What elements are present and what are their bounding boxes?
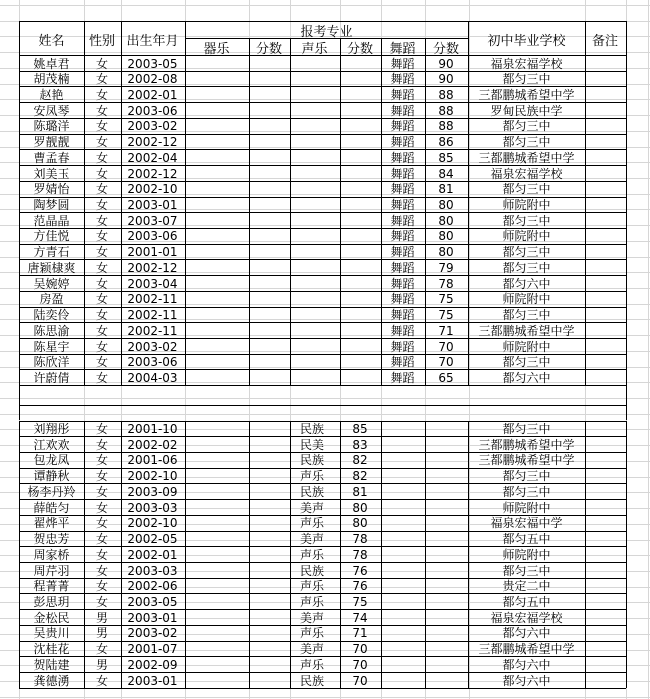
birth-cell[interactable]: 2002-12 [127, 260, 178, 275]
name-cell[interactable]: 罗靓靓 [33, 135, 70, 150]
name-cell[interactable]: 刘翔彤 [33, 422, 70, 436]
gender-cell[interactable]: 女 [95, 260, 108, 275]
name-cell[interactable]: 谭静秋 [33, 469, 70, 484]
birth-cell[interactable]: 2002-12 [127, 135, 178, 150]
border-line [249, 421, 250, 688]
major-cell[interactable]: 声乐 [300, 516, 325, 531]
gender-cell[interactable]: 女 [95, 56, 108, 71]
border-line [626, 385, 627, 405]
name-cell[interactable]: 吴贵川 [33, 626, 70, 641]
school-cell[interactable]: 都匀三中 [502, 422, 551, 436]
school-cell[interactable]: 贵定二中 [502, 579, 551, 594]
birth-cell[interactable]: 2003-02 [127, 339, 178, 354]
school-cell[interactable]: 都匀五中 [502, 594, 551, 609]
major-cell[interactable]: 声乐 [300, 579, 325, 594]
major-cell[interactable]: 民美 [300, 437, 325, 452]
birth-cell[interactable]: 2003-06 [127, 103, 178, 118]
score-cell[interactable]: 76 [352, 579, 368, 594]
header-remarks[interactable]: 备注 [591, 34, 618, 49]
border-line [185, 421, 186, 688]
score-cell[interactable]: 75 [438, 292, 454, 307]
header-major-group[interactable]: 报考专业 [300, 25, 353, 40]
school-cell[interactable]: 福泉宏福学校 [490, 56, 563, 71]
border-line [290, 421, 291, 688]
grid-row-line [0, 398, 650, 399]
major-cell[interactable]: 舞蹈 [390, 260, 415, 275]
school-cell[interactable]: 福泉宏福中学 [490, 516, 563, 531]
major-cell[interactable]: 声乐 [300, 626, 325, 641]
gender-cell[interactable]: 女 [95, 119, 108, 134]
score-cell[interactable]: 85 [438, 150, 454, 165]
birth-cell[interactable]: 2002-02 [127, 437, 178, 452]
major-cell[interactable]: 声乐 [300, 657, 325, 672]
birth-cell[interactable]: 2003-07 [127, 213, 178, 228]
school-cell[interactable]: 都匀三中 [502, 355, 551, 370]
school-cell[interactable]: 福泉宏福学校 [490, 610, 563, 625]
name-cell[interactable]: 程菁菁 [33, 579, 70, 594]
border-line [626, 421, 627, 688]
major-cell[interactable]: 舞蹈 [390, 166, 415, 181]
major-cell[interactable]: 民族 [300, 422, 325, 436]
score-cell[interactable]: 74 [352, 610, 368, 625]
border-line [185, 21, 186, 385]
birth-cell[interactable]: 2002-01 [127, 87, 178, 102]
score-cell[interactable]: 76 [352, 563, 368, 578]
border-line [19, 405, 626, 406]
major-cell[interactable]: 舞蹈 [390, 72, 415, 87]
school-cell[interactable]: 师院附中 [502, 229, 551, 244]
major-cell[interactable]: 民族 [300, 453, 325, 468]
school-cell[interactable]: 师院附中 [502, 500, 551, 515]
gender-cell[interactable]: 女 [95, 292, 108, 307]
birth-cell[interactable]: 2003-03 [127, 500, 178, 515]
name-cell[interactable]: 金松民 [33, 610, 70, 625]
score-cell[interactable]: 70 [438, 355, 454, 370]
gender-cell[interactable]: 女 [95, 547, 108, 562]
birth-cell[interactable]: 2002-05 [127, 532, 178, 546]
school-cell[interactable]: 三都鹏城希望中学 [478, 150, 575, 165]
gender-cell[interactable]: 女 [95, 339, 108, 354]
gender-cell[interactable]: 女 [95, 563, 108, 578]
major-cell[interactable]: 舞蹈 [390, 119, 415, 134]
name-cell[interactable]: 龚德湧 [33, 673, 70, 688]
score-cell[interactable]: 88 [438, 87, 454, 102]
score-cell[interactable]: 75 [438, 308, 454, 322]
header-birth[interactable]: 出生年月 [126, 34, 179, 49]
gender-cell[interactable]: 女 [95, 673, 108, 688]
gender-cell[interactable]: 女 [95, 198, 108, 212]
birth-cell[interactable]: 2002-11 [127, 292, 178, 307]
name-cell[interactable]: 陈欣洋 [33, 355, 70, 370]
score-cell[interactable]: 90 [438, 56, 454, 71]
score-cell[interactable]: 81 [352, 484, 368, 499]
birth-cell[interactable]: 2001-07 [127, 642, 178, 657]
score-cell[interactable]: 81 [438, 182, 454, 197]
major-cell[interactable]: 舞蹈 [390, 339, 415, 354]
name-cell[interactable]: 翟烨平 [33, 516, 70, 531]
school-cell[interactable]: 都匀三中 [502, 469, 551, 484]
border-line [585, 421, 586, 688]
major-cell[interactable]: 美声 [300, 610, 325, 625]
birth-cell[interactable]: 2002-11 [127, 323, 178, 338]
score-cell[interactable]: 71 [352, 626, 368, 641]
score-cell[interactable]: 90 [438, 72, 454, 87]
school-cell[interactable]: 都匀三中 [502, 308, 551, 322]
name-cell[interactable]: 沈桂花 [33, 642, 70, 657]
gender-cell[interactable]: 女 [95, 594, 108, 609]
header-dance-score[interactable]: 分数 [432, 42, 459, 57]
score-cell[interactable]: 70 [438, 339, 454, 354]
birth-cell[interactable]: 2003-06 [127, 355, 178, 370]
name-cell[interactable]: 姚卓君 [33, 56, 70, 71]
birth-cell[interactable]: 2002-04 [127, 150, 178, 165]
birth-cell[interactable]: 2001-10 [127, 422, 178, 436]
school-cell[interactable]: 都匀三中 [502, 213, 551, 228]
name-cell[interactable]: 彭思玥 [33, 594, 70, 609]
school-cell[interactable]: 都匀三中 [502, 484, 551, 499]
grid-row-line [0, 5, 650, 6]
birth-cell[interactable]: 2002-06 [127, 579, 178, 594]
border-line [249, 38, 250, 385]
birth-cell[interactable]: 2001-01 [127, 245, 178, 260]
birth-cell[interactable]: 2002-10 [127, 516, 178, 531]
major-cell[interactable]: 舞蹈 [390, 355, 415, 370]
birth-cell[interactable]: 2003-05 [127, 56, 178, 71]
birth-cell[interactable]: 2002-10 [127, 182, 178, 197]
major-cell[interactable]: 舞蹈 [390, 308, 415, 322]
major-cell[interactable]: 舞蹈 [390, 135, 415, 150]
score-cell[interactable]: 82 [352, 469, 368, 484]
name-cell[interactable]: 吴婉婷 [33, 276, 70, 291]
score-cell[interactable]: 80 [438, 213, 454, 228]
gender-cell[interactable]: 女 [95, 103, 108, 118]
name-cell[interactable]: 安凤琴 [33, 103, 70, 118]
school-cell[interactable]: 都匀六中 [502, 626, 551, 641]
header-dance[interactable]: 舞蹈 [389, 42, 416, 57]
school-cell[interactable]: 都匀三中 [502, 119, 551, 134]
gender-cell[interactable]: 女 [95, 87, 108, 102]
header-vocal-score[interactable]: 分数 [346, 42, 373, 57]
school-cell[interactable]: 都匀三中 [502, 245, 551, 260]
name-cell[interactable]: 薛皓匀 [33, 500, 70, 515]
major-cell[interactable]: 舞蹈 [390, 198, 415, 212]
score-cell[interactable]: 80 [438, 229, 454, 244]
score-cell[interactable]: 70 [352, 657, 368, 672]
gender-cell[interactable]: 女 [95, 213, 108, 228]
birth-cell[interactable]: 2003-05 [127, 594, 178, 609]
score-cell[interactable]: 86 [438, 135, 454, 150]
school-cell[interactable]: 师院附中 [502, 198, 551, 212]
name-cell[interactable]: 许蔚倩 [33, 370, 70, 385]
header-gender[interactable]: 性别 [88, 34, 115, 49]
name-cell[interactable]: 陈璐洋 [33, 119, 70, 134]
gender-cell[interactable]: 女 [95, 469, 108, 484]
school-cell[interactable]: 都匀三中 [502, 72, 551, 87]
grid-row-line [0, 697, 650, 698]
score-cell[interactable]: 70 [352, 642, 368, 657]
name-cell[interactable]: 方青石 [33, 245, 70, 260]
school-cell[interactable]: 都匀六中 [502, 276, 551, 291]
name-cell[interactable]: 胡茂楠 [33, 72, 70, 87]
gender-cell[interactable]: 女 [95, 276, 108, 291]
name-cell[interactable]: 周家桥 [33, 547, 70, 562]
border-line [340, 38, 341, 385]
name-cell[interactable]: 房盈 [39, 292, 64, 307]
gender-cell[interactable]: 女 [95, 166, 108, 181]
birth-cell[interactable]: 2003-06 [127, 229, 178, 244]
school-cell[interactable]: 都匀六中 [502, 673, 551, 688]
header-name[interactable]: 姓名 [38, 34, 65, 49]
gender-cell[interactable]: 女 [95, 150, 108, 165]
name-cell[interactable]: 陶梦圆 [33, 198, 70, 212]
border-line [19, 385, 20, 405]
score-cell[interactable]: 84 [438, 166, 454, 181]
header-vocal[interactable]: 声乐 [301, 42, 328, 57]
birth-cell[interactable]: 2003-03 [127, 563, 178, 578]
birth-cell[interactable]: 2002-11 [127, 308, 178, 322]
name-cell[interactable]: 陈思渝 [33, 323, 70, 338]
score-cell[interactable]: 70 [352, 673, 368, 688]
school-cell[interactable]: 三都鹏城希望中学 [478, 453, 575, 468]
score-cell[interactable]: 85 [352, 422, 368, 436]
border-line [585, 21, 586, 385]
major-cell[interactable]: 声乐 [300, 594, 325, 609]
score-cell[interactable]: 79 [438, 260, 454, 275]
header-school[interactable]: 初中毕业学校 [487, 34, 566, 49]
gender-cell[interactable]: 女 [95, 532, 108, 546]
major-cell[interactable]: 民族 [300, 484, 325, 499]
school-cell[interactable]: 福泉宏福学校 [490, 166, 563, 181]
gender-cell[interactable]: 女 [95, 229, 108, 244]
gender-cell[interactable]: 女 [95, 182, 108, 197]
gender-cell[interactable]: 女 [95, 308, 108, 322]
birth-cell[interactable]: 2002-08 [127, 72, 178, 87]
school-cell[interactable]: 都匀六中 [502, 370, 551, 385]
score-cell[interactable]: 88 [438, 119, 454, 134]
header-instrument-score[interactable]: 分数 [255, 42, 282, 57]
name-cell[interactable]: 方佳悦 [33, 229, 70, 244]
border-line [290, 38, 291, 385]
name-cell[interactable]: 刘美玉 [33, 166, 70, 181]
major-cell[interactable]: 舞蹈 [390, 323, 415, 338]
major-cell[interactable]: 舞蹈 [390, 182, 415, 197]
score-cell[interactable]: 80 [352, 516, 368, 531]
name-cell[interactable]: 陈星宇 [33, 339, 70, 354]
school-cell[interactable]: 三都鹏城希望中学 [478, 437, 575, 452]
name-cell[interactable]: 范晶晶 [33, 213, 70, 228]
school-cell[interactable]: 都匀五中 [502, 532, 551, 546]
birth-cell[interactable]: 2002-09 [127, 657, 178, 672]
gender-cell[interactable]: 女 [95, 500, 108, 515]
name-cell[interactable]: 赵艳 [39, 87, 64, 102]
birth-cell[interactable]: 2003-01 [127, 198, 178, 212]
major-cell[interactable]: 民族 [300, 673, 325, 688]
birth-cell[interactable]: 2002-12 [127, 166, 178, 181]
name-cell[interactable]: 贺陆建 [33, 657, 70, 672]
birth-cell[interactable]: 2003-02 [127, 626, 178, 641]
border-line [425, 421, 426, 688]
school-cell[interactable]: 三都鹏城希望中学 [478, 642, 575, 657]
major-cell[interactable]: 舞蹈 [390, 292, 415, 307]
major-cell[interactable]: 美声 [300, 500, 325, 515]
score-cell[interactable]: 78 [438, 276, 454, 291]
gender-cell[interactable]: 女 [95, 323, 108, 338]
score-cell[interactable]: 75 [352, 594, 368, 609]
school-cell[interactable]: 都匀三中 [502, 260, 551, 275]
school-cell[interactable]: 罗甸民族中学 [490, 103, 563, 118]
grid-column-line [648, 0, 649, 699]
name-cell[interactable]: 江欢欢 [33, 437, 70, 452]
major-cell[interactable]: 舞蹈 [390, 276, 415, 291]
birth-cell[interactable]: 2003-02 [127, 119, 178, 134]
score-cell[interactable]: 78 [352, 547, 368, 562]
gender-cell[interactable]: 女 [95, 422, 108, 436]
gender-cell[interactable]: 男 [95, 657, 108, 672]
birth-cell[interactable]: 2003-01 [127, 673, 178, 688]
gender-cell[interactable]: 女 [95, 437, 108, 452]
birth-cell[interactable]: 2002-01 [127, 547, 178, 562]
border-line [19, 405, 20, 421]
school-cell[interactable]: 都匀六中 [502, 657, 551, 672]
school-cell[interactable]: 都匀三中 [502, 563, 551, 578]
score-cell[interactable]: 65 [438, 370, 454, 385]
score-cell[interactable]: 83 [352, 437, 368, 452]
name-cell[interactable]: 唐颖棣爽 [27, 260, 76, 275]
gender-cell[interactable]: 女 [95, 642, 108, 657]
major-cell[interactable]: 舞蹈 [390, 56, 415, 71]
birth-cell[interactable]: 2003-01 [127, 610, 178, 625]
major-cell[interactable]: 美声 [300, 532, 325, 546]
score-cell[interactable]: 71 [438, 323, 454, 338]
gender-cell[interactable]: 男 [95, 626, 108, 641]
grid-row-line [0, 414, 650, 415]
gender-cell[interactable]: 女 [95, 516, 108, 531]
name-cell[interactable]: 包龙凤 [33, 453, 70, 468]
border-line [626, 21, 627, 385]
school-cell[interactable]: 都匀三中 [502, 135, 551, 150]
major-cell[interactable]: 舞蹈 [390, 229, 415, 244]
major-cell[interactable]: 民族 [300, 563, 325, 578]
birth-cell[interactable]: 2002-10 [127, 469, 178, 484]
major-cell[interactable]: 声乐 [300, 547, 325, 562]
major-cell[interactable]: 声乐 [300, 469, 325, 484]
birth-cell[interactable]: 2004-03 [127, 370, 178, 385]
name-cell[interactable]: 杨李丹羚 [27, 484, 76, 499]
name-cell[interactable]: 罗婧怡 [33, 182, 70, 197]
name-cell[interactable]: 周芹羽 [33, 563, 70, 578]
major-cell[interactable]: 舞蹈 [390, 103, 415, 118]
score-cell[interactable]: 88 [438, 103, 454, 118]
score-cell[interactable]: 82 [352, 453, 368, 468]
major-cell[interactable]: 舞蹈 [390, 213, 415, 228]
score-cell[interactable]: 80 [352, 500, 368, 515]
major-cell[interactable]: 美声 [300, 642, 325, 657]
gender-cell[interactable]: 女 [95, 135, 108, 150]
name-cell[interactable]: 曹孟春 [33, 150, 70, 165]
major-cell[interactable]: 舞蹈 [390, 87, 415, 102]
gender-cell[interactable]: 男 [95, 610, 108, 625]
school-cell[interactable]: 三都鹏城希望中学 [478, 87, 575, 102]
score-cell[interactable]: 80 [438, 198, 454, 212]
gender-cell[interactable]: 女 [95, 484, 108, 499]
birth-cell[interactable]: 2003-04 [127, 276, 178, 291]
major-cell[interactable]: 舞蹈 [390, 245, 415, 260]
birth-cell[interactable]: 2003-09 [127, 484, 178, 499]
border-line [381, 421, 382, 688]
school-cell[interactable]: 师院附中 [502, 339, 551, 354]
score-cell[interactable]: 80 [438, 245, 454, 260]
gender-cell[interactable]: 女 [95, 245, 108, 260]
birth-cell[interactable]: 2001-06 [127, 453, 178, 468]
header-instrument[interactable]: 器乐 [203, 42, 230, 57]
school-cell[interactable]: 都匀三中 [502, 182, 551, 197]
school-cell[interactable]: 师院附中 [502, 547, 551, 562]
gender-cell[interactable]: 女 [95, 72, 108, 87]
school-cell[interactable]: 三都鹏城希望中学 [478, 323, 575, 338]
score-cell[interactable]: 78 [352, 532, 368, 546]
major-cell[interactable]: 舞蹈 [390, 370, 415, 385]
gender-cell[interactable]: 女 [95, 370, 108, 385]
name-cell[interactable]: 陆奕伶 [33, 308, 70, 322]
border-line [626, 405, 627, 421]
gender-cell[interactable]: 女 [95, 453, 108, 468]
gender-cell[interactable]: 女 [95, 355, 108, 370]
name-cell[interactable]: 贺忠芳 [33, 532, 70, 546]
gender-cell[interactable]: 女 [95, 579, 108, 594]
school-cell[interactable]: 师院附中 [502, 292, 551, 307]
major-cell[interactable]: 舞蹈 [390, 150, 415, 165]
